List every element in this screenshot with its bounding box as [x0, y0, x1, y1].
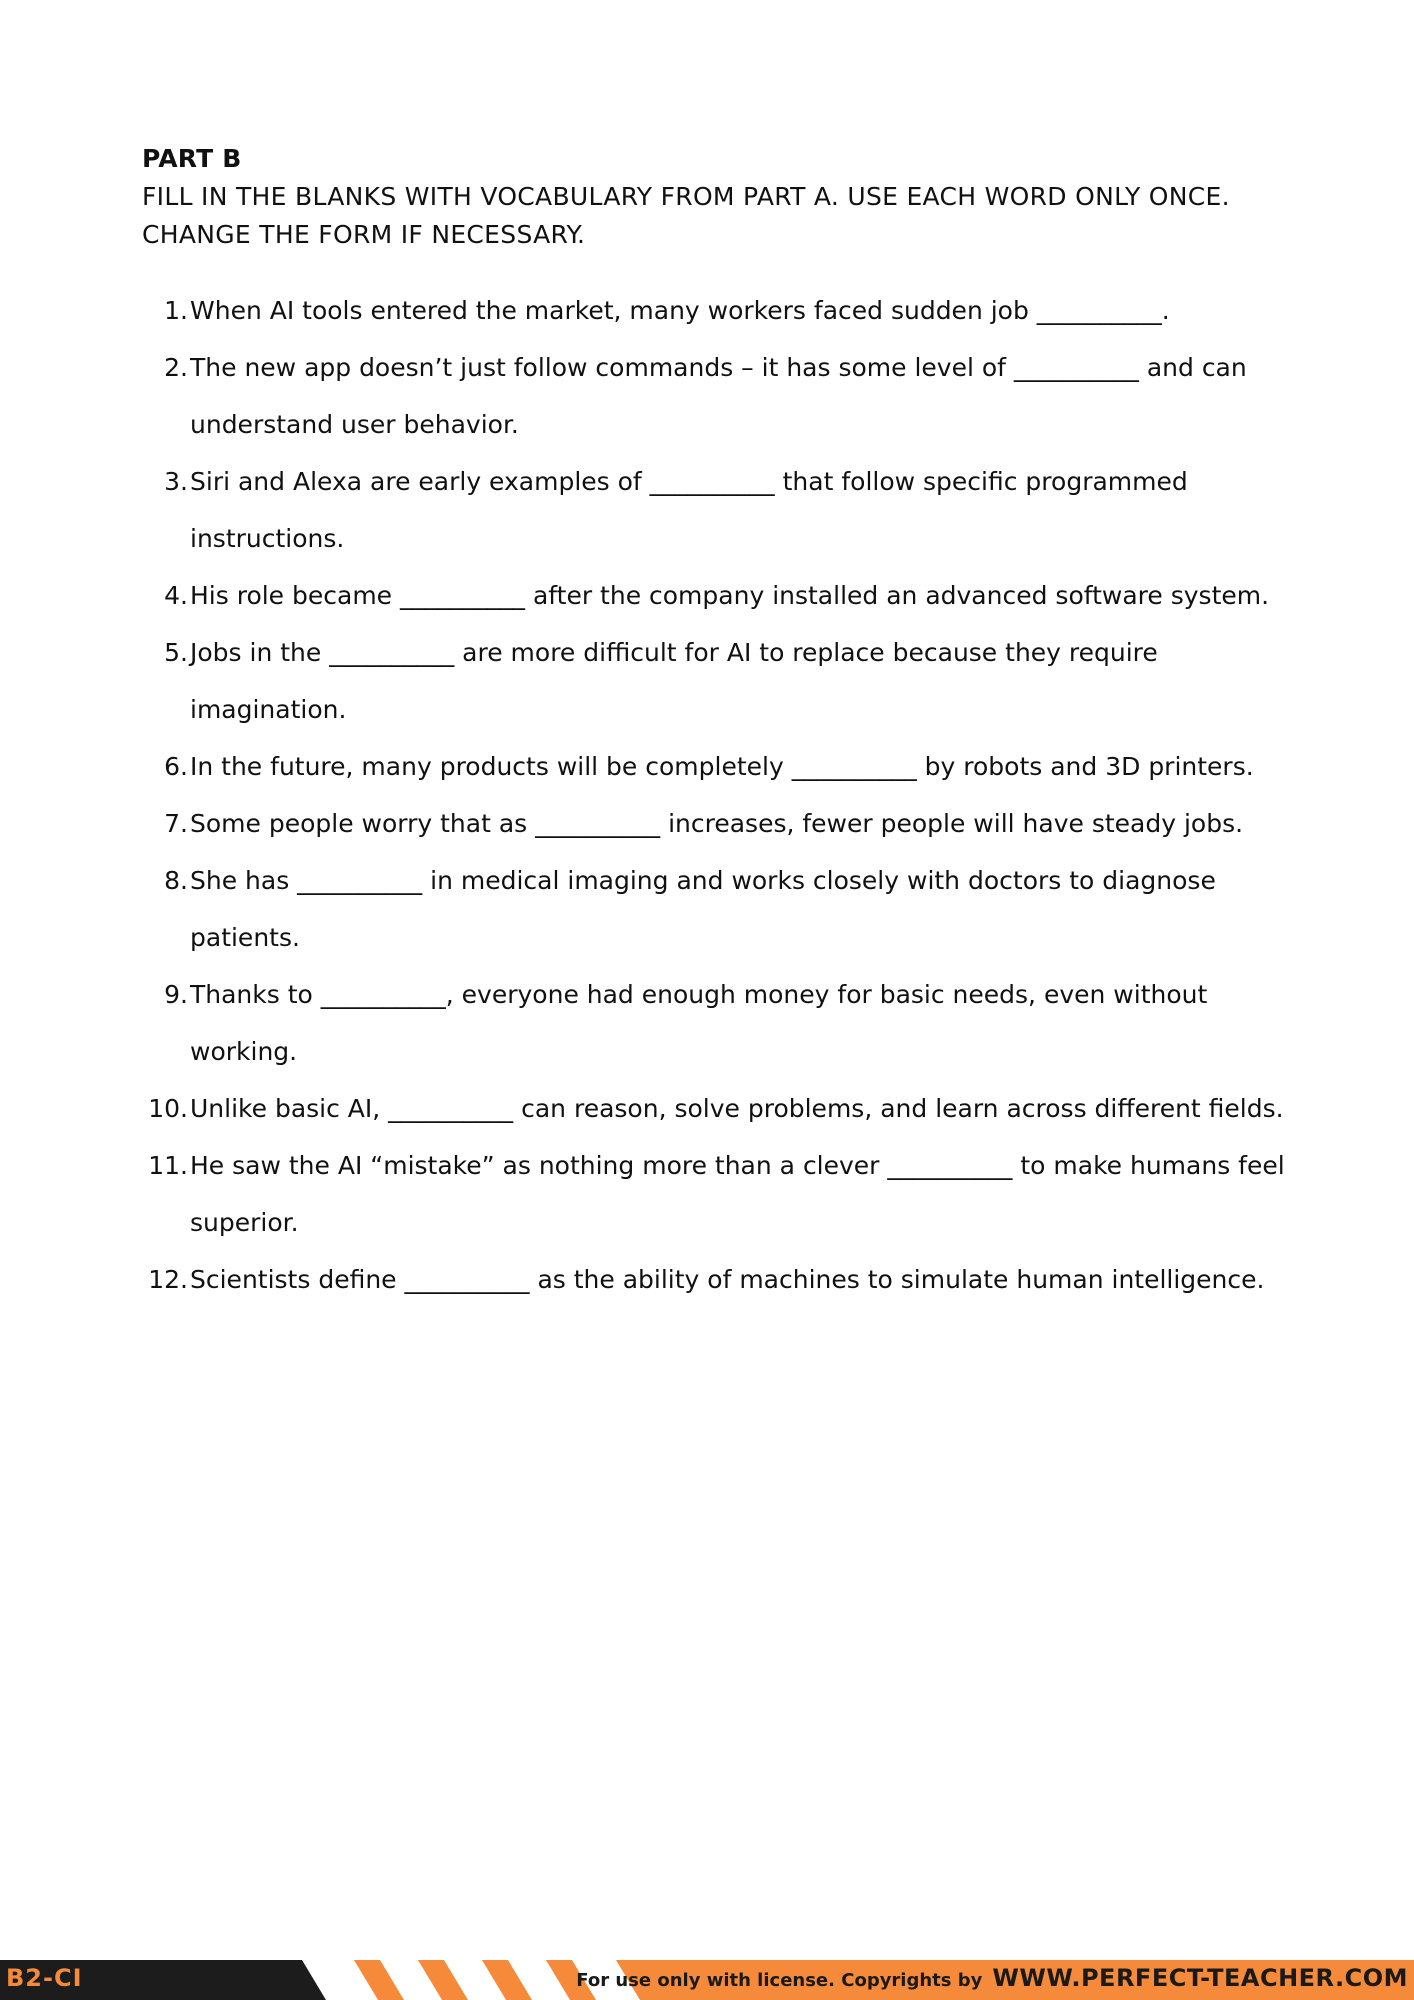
footer-stripe — [418, 1960, 468, 2000]
part-title: PART B — [142, 144, 242, 173]
question-number: 3. — [164, 467, 188, 496]
question-text: She has __________ in medical imaging and works closely with doctors to diagnose patients. — [190, 866, 1216, 952]
question-number: 9. — [164, 980, 188, 1009]
question-item — [142, 795, 1292, 852]
question-text: Jobs in the __________ are more difficult for AI to replace because they require imagination. — [190, 638, 1158, 724]
question-number: 2. — [164, 353, 188, 382]
question-number: 5. — [164, 638, 188, 667]
question-text: Some people worry that as __________ increases, fewer people will have steady jobs. — [190, 809, 1244, 838]
footer-stripe — [354, 1960, 404, 2000]
question-text: When AI tools entered the market, many workers faced sudden job __________. — [190, 296, 1170, 325]
question-number: 1. — [164, 296, 188, 325]
question-item — [142, 453, 1292, 567]
question-text: In the future, many products will be completely __________ by robots and 3D printers. — [190, 752, 1254, 781]
question-text: Scientists define __________ as the ability of machines to simulate human intelligence. — [190, 1265, 1265, 1294]
website-link[interactable]: WWW.PERFECT-TEACHER.COM — [992, 1964, 1408, 1992]
level-label: B2-CI — [6, 1964, 83, 1992]
question-item — [142, 1137, 1292, 1251]
instructions-line-2: CHANGE THE FORM IF NECESSARY. — [142, 220, 586, 249]
question-text: Siri and Alexa are early examples of __________ that follow specific programmed instructions. — [190, 467, 1188, 553]
question-item — [142, 567, 1292, 624]
question-item — [142, 852, 1292, 966]
question-item — [142, 966, 1292, 1080]
question-text: Unlike basic AI, __________ can reason, solve problems, and learn across different fields. — [190, 1094, 1284, 1123]
question-item — [142, 282, 1292, 339]
footer-bar — [0, 1960, 1414, 2000]
question-item — [142, 624, 1292, 738]
question-number: 4. — [164, 581, 188, 610]
worksheet-content — [142, 140, 1292, 1308]
instructions — [142, 178, 1292, 254]
question-item — [142, 339, 1292, 453]
instructions-line-1: FILL IN THE BLANKS WITH VOCABULARY FROM PART A. USE EACH WORD ONLY ONCE. — [142, 182, 1230, 211]
question-item — [142, 738, 1292, 795]
question-text: His role became __________ after the company installed an advanced software system. — [190, 581, 1270, 610]
question-number: 8. — [164, 866, 188, 895]
question-text: He saw the AI “mistake” as nothing more than a clever __________ to make humans feel superior. — [190, 1151, 1285, 1237]
footer-stripe — [482, 1960, 532, 2000]
question-number: 10. — [148, 1094, 188, 1123]
license-text: For use only with license. Copyrights by — [576, 1970, 983, 1991]
question-text: The new app doesn’t just follow commands – it has some level of __________ and can understand user behavior. — [190, 353, 1247, 439]
question-item — [142, 1251, 1292, 1308]
question-text: Thanks to __________, everyone had enough money for basic needs, even without working. — [190, 980, 1208, 1066]
question-list — [142, 282, 1292, 1308]
question-number: 6. — [164, 752, 188, 781]
question-number: 7. — [164, 809, 188, 838]
license-notice — [576, 1964, 1408, 1992]
question-item — [142, 1080, 1292, 1137]
question-number: 11. — [148, 1151, 188, 1180]
question-number: 12. — [148, 1265, 188, 1294]
